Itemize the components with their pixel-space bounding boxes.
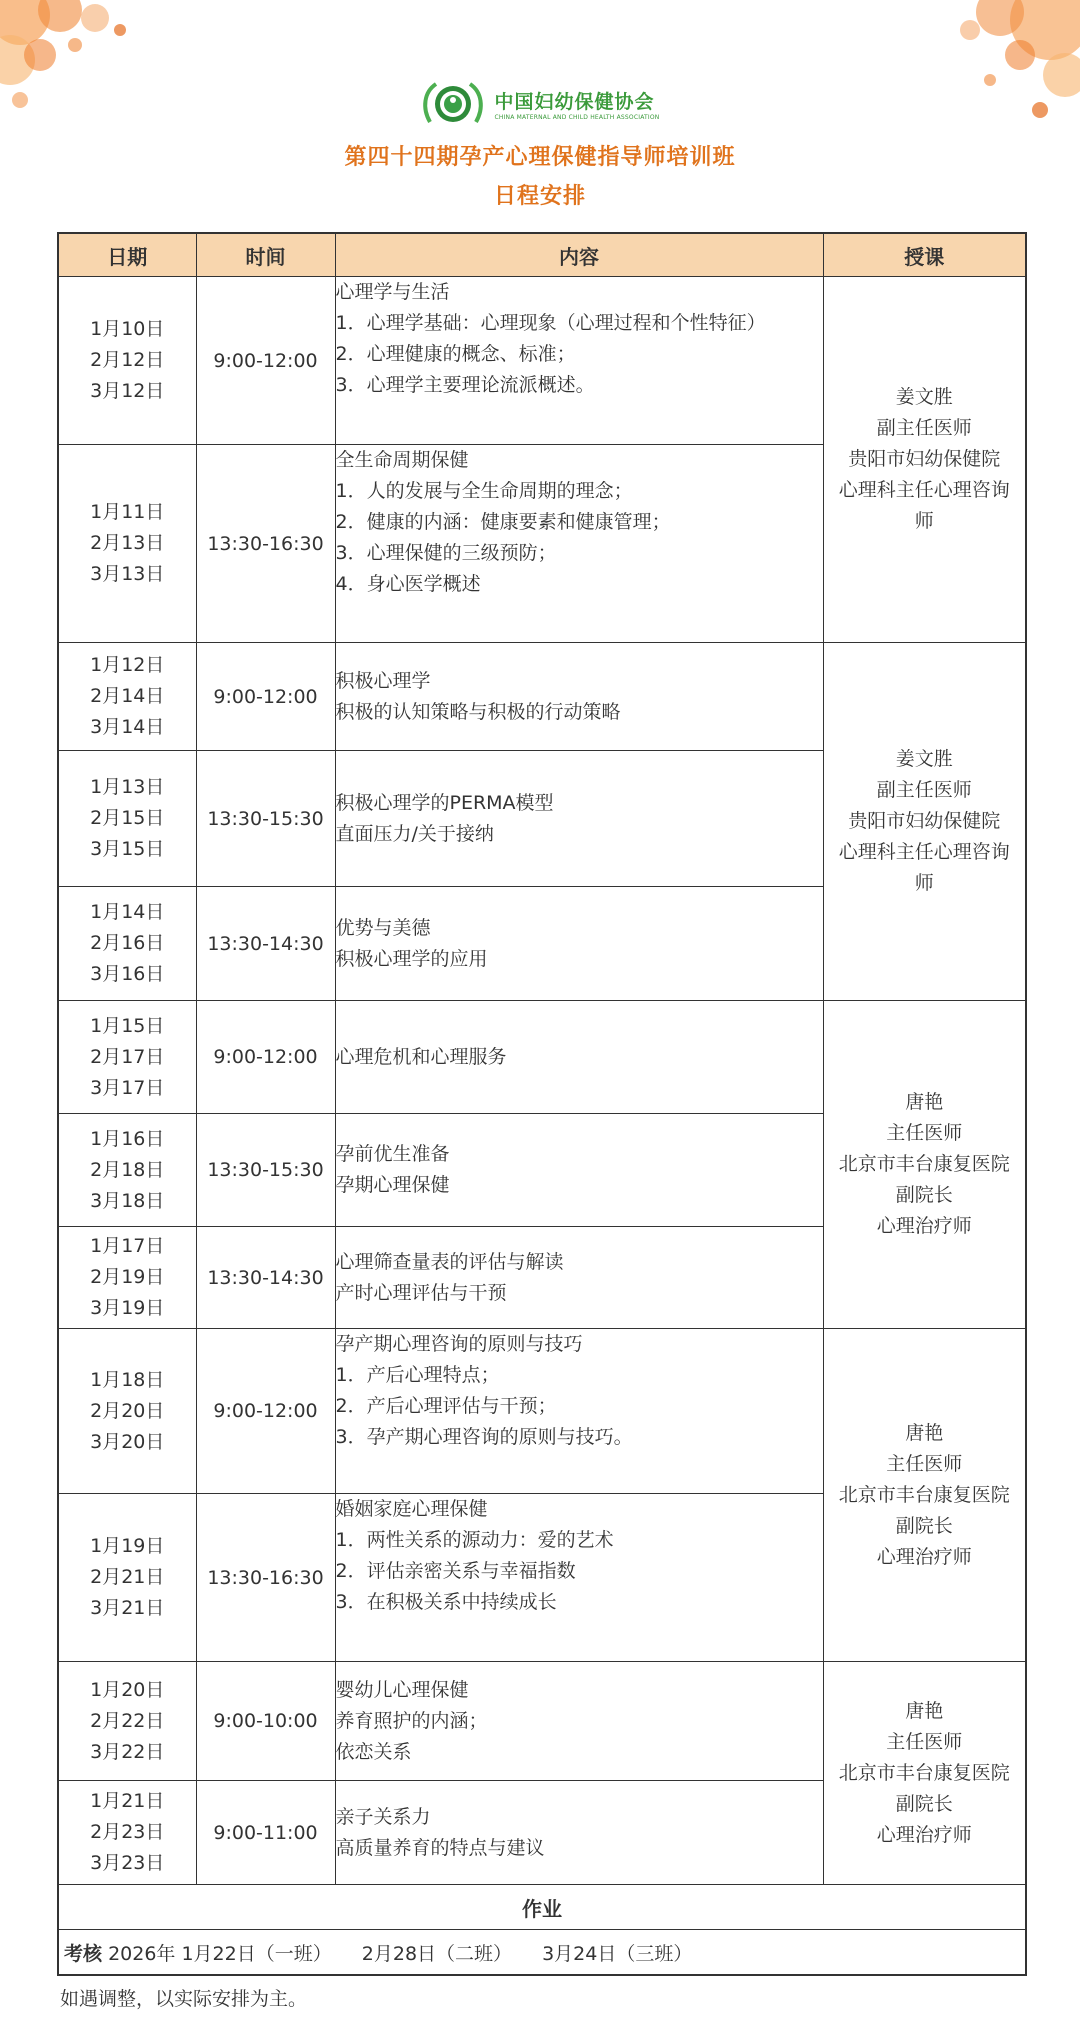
teacher-line: 主任医师 [886,1730,963,1753]
content-line: 直面压力/关于接纳 [335,822,494,845]
teacher-line: 唐艳 [905,1421,944,1444]
content-line: 高质量养育的特点与建议 [335,1836,545,1859]
content-line: 养育照护的内涵； [335,1709,488,1732]
time-cell: 13:30-15:30 [196,1114,335,1227]
teacher-line: 贵阳市妇幼保健院 [848,448,1001,470]
teacher-line: 主任医师 [886,1122,963,1144]
time-cell: 9:00-12:00 [196,1001,335,1114]
time-cell: 9:00-12:00 [196,643,335,751]
content-line: 1．人的发展与全生命周期的理念； [335,480,633,502]
date-cell [58,1329,196,1494]
date-line: 1月11日 [90,501,165,523]
date-line: 3月16日 [90,963,165,985]
header-content: 内容 [335,233,823,277]
content-cell [335,887,823,1001]
page-subtitle: 日程安排 [493,184,586,209]
exam-date-class1: 1月22日（一班） [181,1942,332,1965]
content-cell [335,751,823,887]
teacher-line: 师 [914,510,934,532]
page-title: 第四十四期孕产心理保健指导师培训班 [344,145,736,170]
teacher-line: 北京市丰台康复医院 [838,1483,1010,1506]
table-row [58,643,1026,751]
date-line: 1月12日 [90,654,165,676]
teacher-cell [823,277,1026,643]
content-line: 孕前优生准备 [335,1143,450,1165]
content-line: 全生命周期保健 [335,449,469,471]
date-line: 2月19日 [90,1266,165,1288]
teacher-line: 心理治疗师 [876,1823,972,1846]
content-line: 积极的认知策略与积极的行动策略 [335,700,621,723]
date-line: 3月13日 [90,563,165,585]
teacher-line: 副主任医师 [876,417,972,439]
content-line: 心理学与生活 [335,281,450,303]
content-line: 1．产后心理特点； [335,1364,500,1386]
exam-date-class2: 2月28日（二班） [361,1942,513,1965]
content-line: 依恋关系 [335,1740,412,1763]
teacher-line: 副院长 [895,1792,953,1815]
teacher-line: 贵阳市妇幼保健院 [848,810,1001,832]
date-line: 1月15日 [90,1014,165,1037]
content-line: 3．在积极关系中持续成长 [335,1591,557,1613]
date-line: 3月15日 [90,838,165,860]
content-cell [335,643,823,751]
header-teacher: 授课 [823,233,1026,277]
content-line: 4．身心医学概述 [335,573,481,595]
date-line: 1月20日 [90,1678,165,1701]
association-emblem-icon [420,78,486,130]
date-line: 1月18日 [90,1368,165,1391]
teacher-line: 唐艳 [905,1699,944,1722]
content-cell [335,1662,823,1781]
teacher-line: 北京市丰台康复医院 [838,1153,1010,1175]
content-line: 亲子关系力 [335,1805,431,1828]
date-cell [58,277,196,445]
date-line: 2月14日 [90,685,165,707]
header [0,78,1080,210]
content-cell [335,1329,823,1494]
exam-year: 2026年 [108,1942,176,1965]
content-line: 心理危机和心理服务 [335,1045,507,1068]
table-header-row [58,233,1026,277]
content-line: 1．心理学基础：心理现象（心理过程和个性特征） [335,312,766,334]
date-line: 3月19日 [90,1297,165,1319]
exam-row [58,1930,1026,1976]
date-line: 3月22日 [90,1740,165,1763]
date-line: 2月17日 [90,1045,165,1068]
date-line: 2月15日 [90,807,165,829]
teacher-line: 心理科主任心理咨询 [838,841,1010,863]
date-line: 2月16日 [90,932,165,954]
time-cell: 9:00-12:00 [196,277,335,445]
content-cell [335,1494,823,1662]
date-line: 3月20日 [90,1430,165,1453]
date-line: 3月23日 [90,1852,165,1874]
date-line: 1月16日 [90,1127,165,1150]
date-cell [58,1662,196,1781]
date-line: 3月21日 [90,1597,165,1619]
date-cell [58,445,196,643]
content-line: 2．健康的内涵：健康要素和健康管理； [335,511,671,533]
time-cell: 13:30-16:30 [196,1494,335,1662]
teacher-line: 心理科主任心理咨询 [838,479,1010,501]
content-cell [335,277,823,445]
teacher-cell [823,1662,1026,1885]
table-row [58,277,1026,445]
date-line: 3月17日 [90,1076,165,1099]
date-cell [58,1781,196,1885]
date-cell [58,1001,196,1114]
date-line: 1月14日 [90,901,165,923]
time-cell: 9:00-11:00 [196,1781,335,1885]
time-cell: 9:00-10:00 [196,1662,335,1781]
date-line: 3月14日 [90,716,165,738]
time-cell: 13:30-14:30 [196,887,335,1001]
date-line: 1月10日 [90,318,165,340]
time-cell: 13:30-15:30 [196,751,335,887]
header-date: 日期 [58,233,196,277]
content-line: 2．产后心理评估与干预； [335,1395,557,1417]
date-line: 2月12日 [90,349,165,371]
date-line: 2月13日 [90,532,165,554]
teacher-line: 副院长 [895,1184,953,1206]
teacher-line: 心理治疗师 [876,1215,972,1237]
date-cell [58,643,196,751]
schedule-table [57,232,1027,1976]
content-line: 3．心理保健的三级预防； [335,542,557,564]
table-row [58,1001,1026,1114]
content-cell [335,445,823,643]
teacher-line: 唐艳 [905,1091,944,1113]
date-line: 1月13日 [90,776,165,798]
date-line: 3月18日 [90,1189,165,1212]
content-line: 3．孕产期心理咨询的原则与技巧。 [335,1426,633,1448]
org-name-en: CHINA MATERNAL AND CHILD HEALTH ASSOCIATION [494,114,660,121]
footnote: 如遇调整，以实际安排为主。 [60,1988,308,2010]
date-line: 2月22日 [90,1709,165,1732]
date-cell [58,751,196,887]
exam-label: 考核 [64,1942,103,1965]
time-cell: 13:30-16:30 [196,445,335,643]
date-line: 3月12日 [90,380,165,402]
content-cell [335,1001,823,1114]
org-name-cn: 中国妇幼保健协会 [494,91,655,113]
date-line: 2月18日 [90,1158,165,1181]
homework-label: 作业 [58,1885,1026,1930]
content-line: 1．两性关系的源动力：爱的艺术 [335,1529,614,1551]
date-cell [58,1494,196,1662]
content-cell [335,1227,823,1329]
teacher-line: 主任医师 [886,1452,963,1475]
org-logo-row [0,78,1080,130]
content-line: 心理筛查量表的评估与解读 [335,1250,564,1273]
content-line: 积极心理学 [335,669,431,692]
content-line: 孕产期心理咨询的原则与技巧 [335,1333,583,1355]
date-cell [58,1114,196,1227]
teacher-line: 师 [914,872,934,894]
content-line: 3．心理学主要理论流派概述。 [335,374,595,396]
time-cell: 9:00-12:00 [196,1329,335,1494]
teacher-line: 北京市丰台康复医院 [838,1761,1010,1784]
table-row [58,1662,1026,1781]
teacher-line: 副主任医师 [876,779,972,801]
content-cell [335,1781,823,1885]
table-row [58,1329,1026,1494]
content-line: 优势与美德 [335,916,431,939]
teacher-cell [823,1001,1026,1329]
teacher-line: 副院长 [895,1514,953,1537]
content-cell [335,1114,823,1227]
content-line: 2．心理健康的概念、标准； [335,343,576,365]
teacher-cell [823,643,1026,1001]
date-line: 1月21日 [90,1790,165,1812]
teacher-cell [823,1329,1026,1662]
date-line: 2月20日 [90,1399,165,1422]
content-line: 积极心理学的PERMA模型 [335,791,554,814]
content-line: 产时心理评估与干预 [335,1281,507,1304]
content-line: 2．评估亲密关系与幸福指数 [335,1560,576,1582]
date-cell [58,1227,196,1329]
homework-row [58,1885,1026,1930]
content-line: 积极心理学的应用 [335,947,488,970]
time-cell: 13:30-14:30 [196,1227,335,1329]
teacher-line: 姜文胜 [895,386,953,408]
date-line: 2月21日 [90,1566,165,1588]
date-line: 1月19日 [90,1535,165,1557]
date-line: 1月17日 [90,1235,165,1257]
content-line: 孕期心理保健 [335,1174,450,1196]
teacher-line: 心理治疗师 [876,1545,972,1568]
header-time: 时间 [196,233,335,277]
exam-cell [58,1930,1026,1976]
teacher-line: 姜文胜 [895,748,953,770]
date-line: 2月23日 [90,1821,165,1843]
date-cell [58,887,196,1001]
content-line: 婴幼儿心理保健 [335,1678,469,1701]
content-line: 婚姻家庭心理保健 [335,1498,488,1520]
exam-date-class3: 3月24日（三班） [542,1942,693,1965]
